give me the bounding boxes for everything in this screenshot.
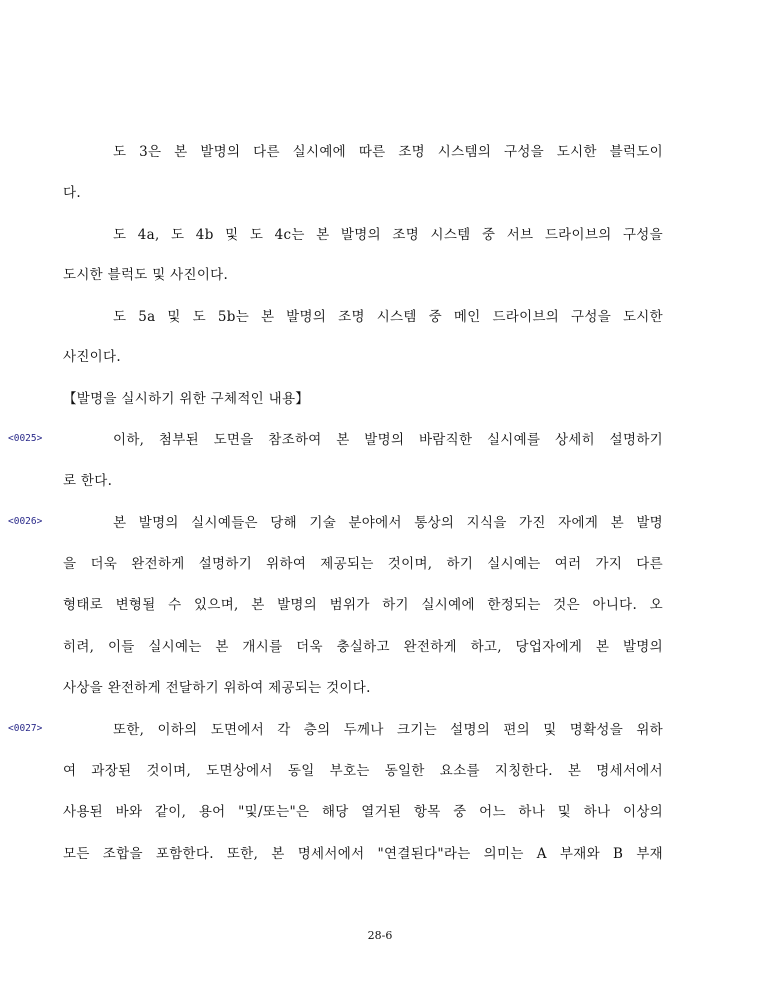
paragraph-number: <0025>: [8, 433, 43, 444]
text-line: 도 4a, 도 4b 및 도 4c는 본 발명의 조명 시스템 중 서브 드라이브의 구성을: [113, 227, 663, 243]
text-line: 도 5a 및 도 5b는 본 발명의 조명 시스템 중 메인 드라이브의 구성을 도시한: [113, 309, 663, 325]
text-line: 사용된 바와 같이, 용어 "및/또는"은 해당 열거된 항목 중 어느 하나 및 하나 이상의: [63, 804, 663, 820]
text-line: 또한, 이하의 도면에서 각 층의 두께나 크기는 설명의 편의 및 명확성을 위하: [113, 722, 663, 738]
text-line: 여 과장된 것이며, 도면상에서 동일 부호는 동일한 요소를 지칭한다. 본 명세서에서: [63, 763, 663, 779]
paragraph-number: <0026>: [8, 516, 43, 527]
text-line: 다.: [63, 185, 81, 201]
text-line: 사진이다.: [63, 349, 121, 365]
text-line: 로 한다.: [63, 473, 113, 489]
text-line: 도시한 블럭도 및 사진이다.: [63, 267, 229, 283]
text-line: 사상을 완전하게 전달하기 위하여 제공되는 것이다.: [63, 680, 371, 696]
text-line: 이하, 첨부된 도면을 참조하여 본 발명의 바람직한 실시예를 상세히 설명하기: [113, 432, 663, 448]
text-line: 을 더욱 완전하게 설명하기 위하여 제공되는 것이며, 하기 실시예는 여러 가지 다른: [63, 556, 663, 572]
text-line: 형태로 변형될 수 있으며, 본 발명의 범위가 하기 실시예에 한정되는 것은 아니다. 오: [63, 597, 663, 613]
text-line: 도 3은 본 발명의 다른 실시예에 따른 조명 시스템의 구성을 도시한 블럭도이: [113, 144, 663, 160]
section-heading: 【발명을 실시하기 위한 구체적인 내용】: [63, 391, 310, 407]
text-line: 히려, 이들 실시예는 본 개시를 더욱 충실하고 완전하게 하고, 당업자에게 본 발명의: [63, 639, 663, 655]
page-number: 28-6: [367, 929, 393, 942]
text-line: 본 발명의 실시예들은 당해 기술 분야에서 통상의 지식을 가진 자에게 본 발명: [113, 515, 663, 531]
paragraph-number: <0027>: [8, 723, 43, 734]
text-line: 모든 조합을 포함한다. 또한, 본 명세서에서 "연결된다"라는 의미는 A 부재와 B 부재: [63, 846, 663, 862]
